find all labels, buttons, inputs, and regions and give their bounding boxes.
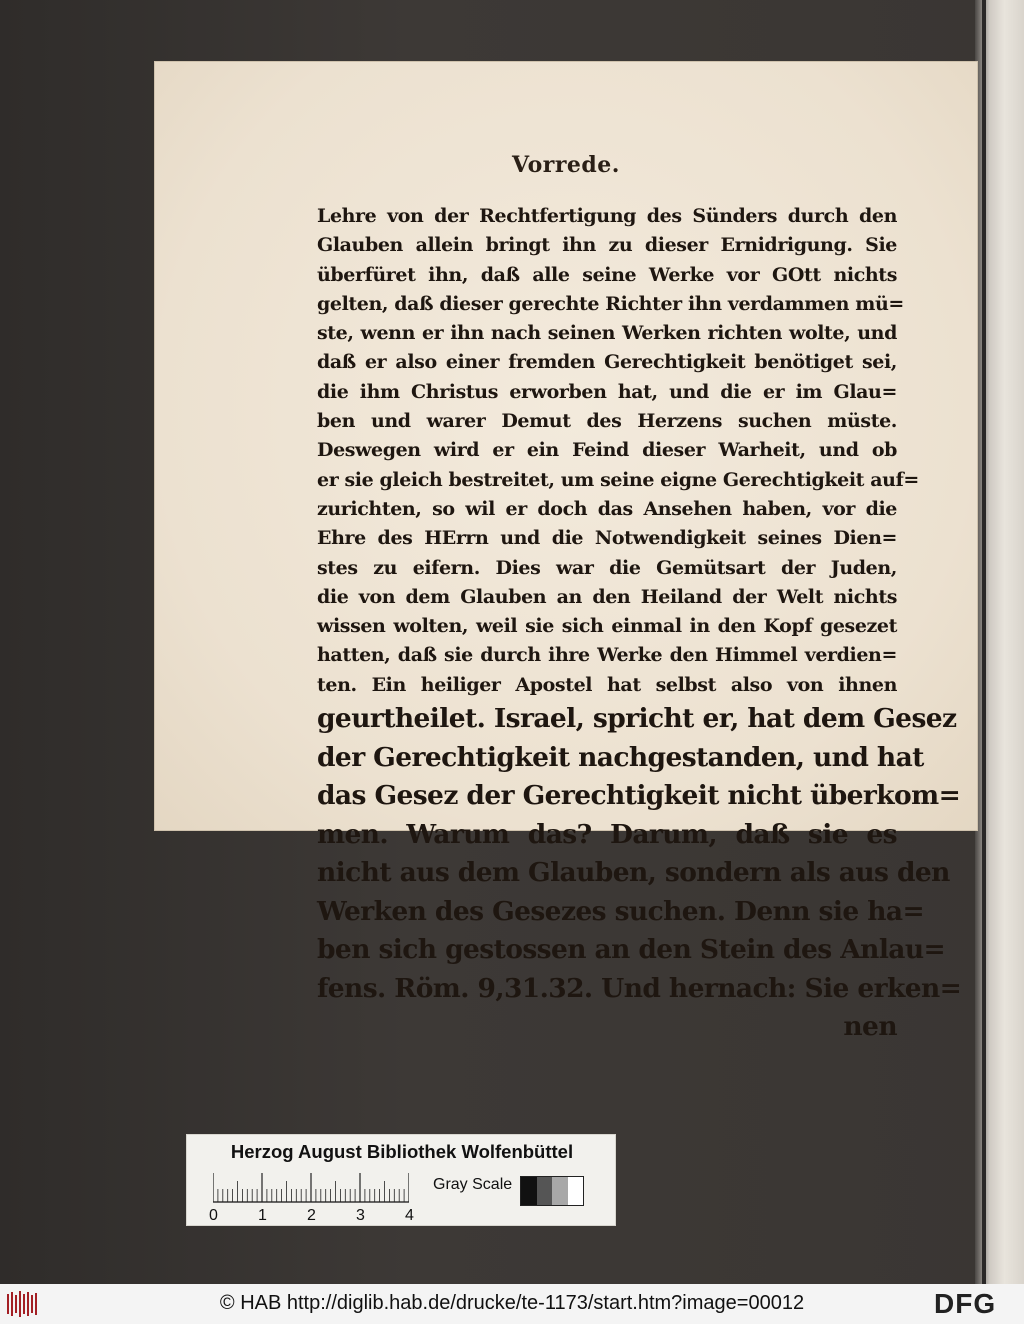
text-line: das Gesez der Gerechtigkeit nicht überkom= xyxy=(317,780,961,812)
library-name: Herzog August Bibliothek Wolfenbüttel xyxy=(230,1141,574,1162)
text-line: die ihm Christus erworben hat, und die er im Glau= xyxy=(317,380,897,403)
text-line: nicht aus dem Glauben, sondern als aus den xyxy=(317,857,950,889)
text-line: ben sich gestossen an den Stein des Anlau= xyxy=(317,934,946,966)
text-line: ste, wenn er ihn nach seinen Werken richten wolte, und xyxy=(317,322,897,345)
text-line: geurtheilet. Israel, spricht er, hat dem Gesez xyxy=(317,703,957,735)
text-line: überfüret ihn, daß alle seine Werke vor GOtt nichts xyxy=(317,263,897,286)
text-line: gelten, daß dieser gerechte Richter ihn verdammen mü= xyxy=(317,292,904,315)
gray-swatch-cell xyxy=(568,1177,584,1205)
measurement-ruler xyxy=(213,1173,409,1203)
text-line: der Gerechtigkeit nachgestanden, und hat xyxy=(317,741,924,773)
gray-swatch-cell xyxy=(537,1177,553,1205)
text-line: er sie gleich bestreitet, um seine eigne Gerechtigkeit auf= xyxy=(317,468,919,491)
gray-scale-label: Gray Scale xyxy=(433,1176,513,1193)
text-line: Ehre des HErrn und die Notwendigkeit seines Dien= xyxy=(317,527,897,550)
ruler-label: 0 xyxy=(209,1207,218,1224)
footer-bar xyxy=(0,1284,1024,1324)
gray-scale-swatch xyxy=(520,1176,584,1206)
text-line: ten. Ein heiliger Apostel hat selbst also von ihnen xyxy=(317,673,897,696)
text-line: ben und warer Demut des Herzens suchen müste. xyxy=(317,410,897,433)
text-line: Lehre von der Rechtfertigung des Sünders durch den xyxy=(317,205,897,227)
text-line: die von dem Glauben an den Heiland der Welt nichts xyxy=(317,585,897,608)
page-gutter xyxy=(982,0,986,1284)
text-line: zurichten, so wil er doch das Ansehen haben, vor die xyxy=(317,497,897,520)
text-line: daß er also einer fremden Gerechtigkeit benötiget sei, xyxy=(317,351,897,374)
book-page xyxy=(155,62,977,1043)
text-line: stes zu eifern. Dies war die Gemütsart der Juden, xyxy=(317,556,897,579)
page-text-block xyxy=(317,202,962,1047)
footer-copyright-link[interactable]: © HAB http://diglib.hab.de/drucke/te-1173/start.htm?image=00012 xyxy=(219,1292,805,1314)
text-line: hatten, daß sie durch ihre Werke den Himmel verdien= xyxy=(317,644,897,667)
ruler-label: 1 xyxy=(258,1207,267,1224)
gray-swatch-cell xyxy=(552,1177,568,1205)
dfg-logo: DFG xyxy=(934,1288,997,1319)
text-line: wissen wolten, weil sie sich einmal in den Kopf gesezet xyxy=(317,615,897,638)
text-line: fens. Röm. 9,31.32. Und hernach: Sie erken= xyxy=(317,972,962,1004)
library-reference-card xyxy=(186,1134,616,1226)
ruler-label: 4 xyxy=(405,1207,414,1224)
text-line: Werken des Gesezes suchen. Denn sie ha= xyxy=(317,895,925,927)
gray-swatch-cell xyxy=(521,1177,537,1205)
text-line: Glauben allein bringt ihn zu dieser Ernidrigung. Sie xyxy=(317,234,897,257)
ruler-label: 2 xyxy=(307,1207,316,1224)
text-line: nen xyxy=(843,1011,897,1043)
text-line: men. Warum das? Darum, daß sie es xyxy=(317,818,897,850)
text-line: Deswegen wird er ein Feind dieser Warheit, und ob xyxy=(317,439,897,462)
ruler-label: 3 xyxy=(356,1207,365,1224)
running-head: Vorrede. xyxy=(512,152,620,178)
